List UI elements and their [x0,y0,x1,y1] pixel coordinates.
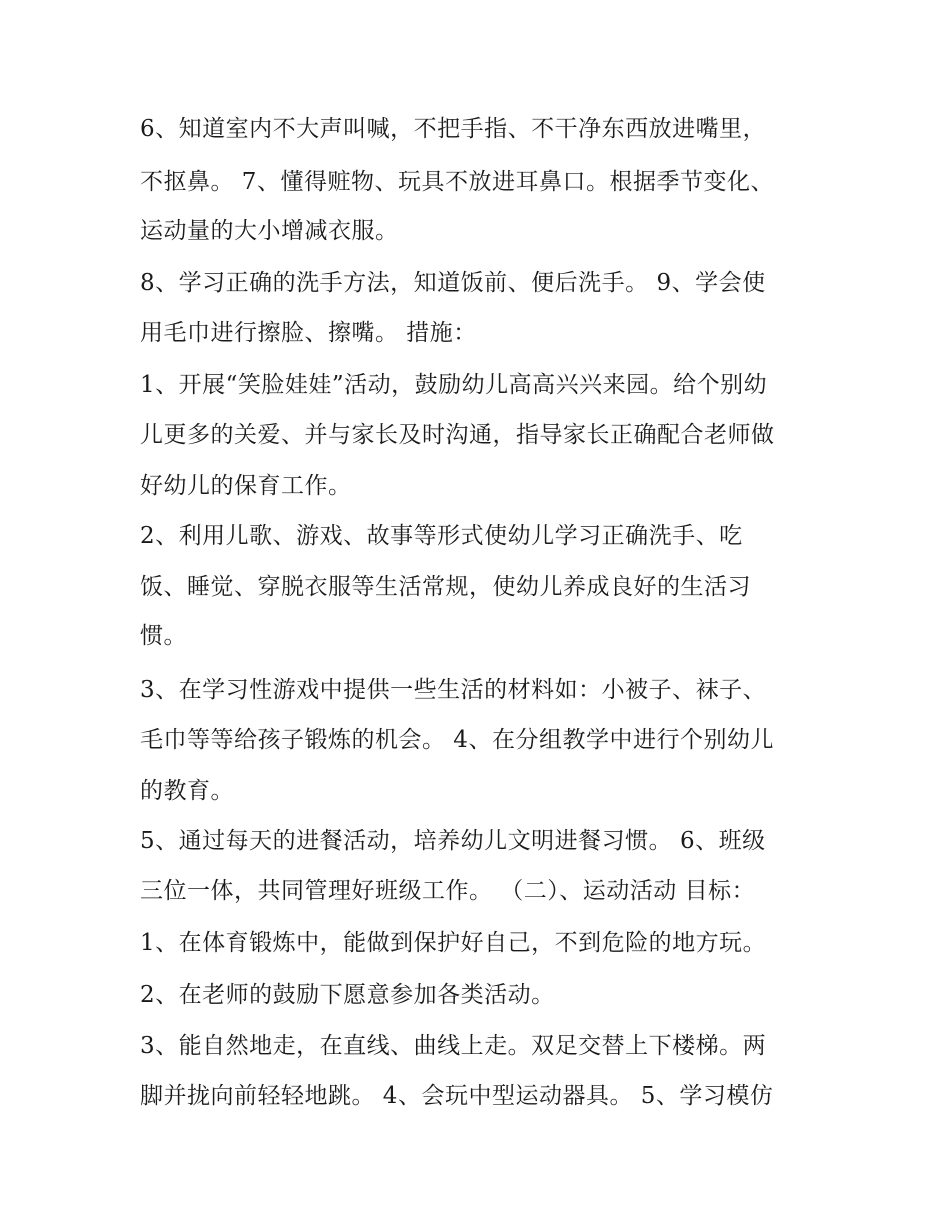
text-line: 儿更多的关爱、并与家长及时沟通，指导家长正确配合老师做 [140,422,775,448]
text-line: 6、知道室内不大声叫喊，不把手指、不干净东西放进嘴里， [140,116,767,142]
text-line: 1、在体育锻炼中，能做到保护好自己，不到危险的地方玩。 [140,930,767,956]
text-line: 2、在老师的鼓励下愿意参加各类活动。 [140,982,555,1008]
text-line: 3、能自然地走，在直线、曲线上走。双足交替上下楼梯。两 [140,1033,767,1059]
text-line: 的教育。 [140,778,234,804]
text-line: 2、利用儿歌、游戏、故事等形式使幼儿学习正确洗手、吃 [140,523,743,549]
text-line: 好幼儿的保育工作。 [140,473,352,499]
text-line: 毛巾等等给孩子锻炼的机会。 4、在分组教学中进行个别幼儿 [140,727,774,753]
text-line: 饭、睡觉、穿脱衣服等生活常规，使幼儿养成良好的生活习 [140,574,751,600]
text-line: 5、通过每天的进餐活动，培养幼儿文明进餐习惯。 6、班级 [140,828,766,854]
text-line: 不抠鼻。 7、懂得赃物、玩具不放进耳鼻口。根据季节变化、 [140,169,774,195]
text-line: 脚并拢向前轻轻地跳。 4、会玩中型运动器具。 5、学习模仿 [140,1083,774,1109]
text-line: 惯。 [140,623,187,649]
text-line: 三位一体，共同管理好班级工作。 （二）、运动活动 目标： [140,878,756,904]
text-line: 1、开展“笑脸娃娃”活动，鼓励幼儿高高兴兴来园。给个别幼 [140,372,768,398]
text-line: 8、学习正确的洗手方法，知道饭前、便后洗手。 9、学会使 [140,270,766,296]
text-line: 3、在学习性游戏中提供一些生活的材料如：小被子、袜子、 [140,677,767,703]
text-line: 运动量的大小增减衣服。 [140,218,399,244]
text-line: 用毛巾进行擦脸、擦嘴。 措施： [140,320,477,346]
